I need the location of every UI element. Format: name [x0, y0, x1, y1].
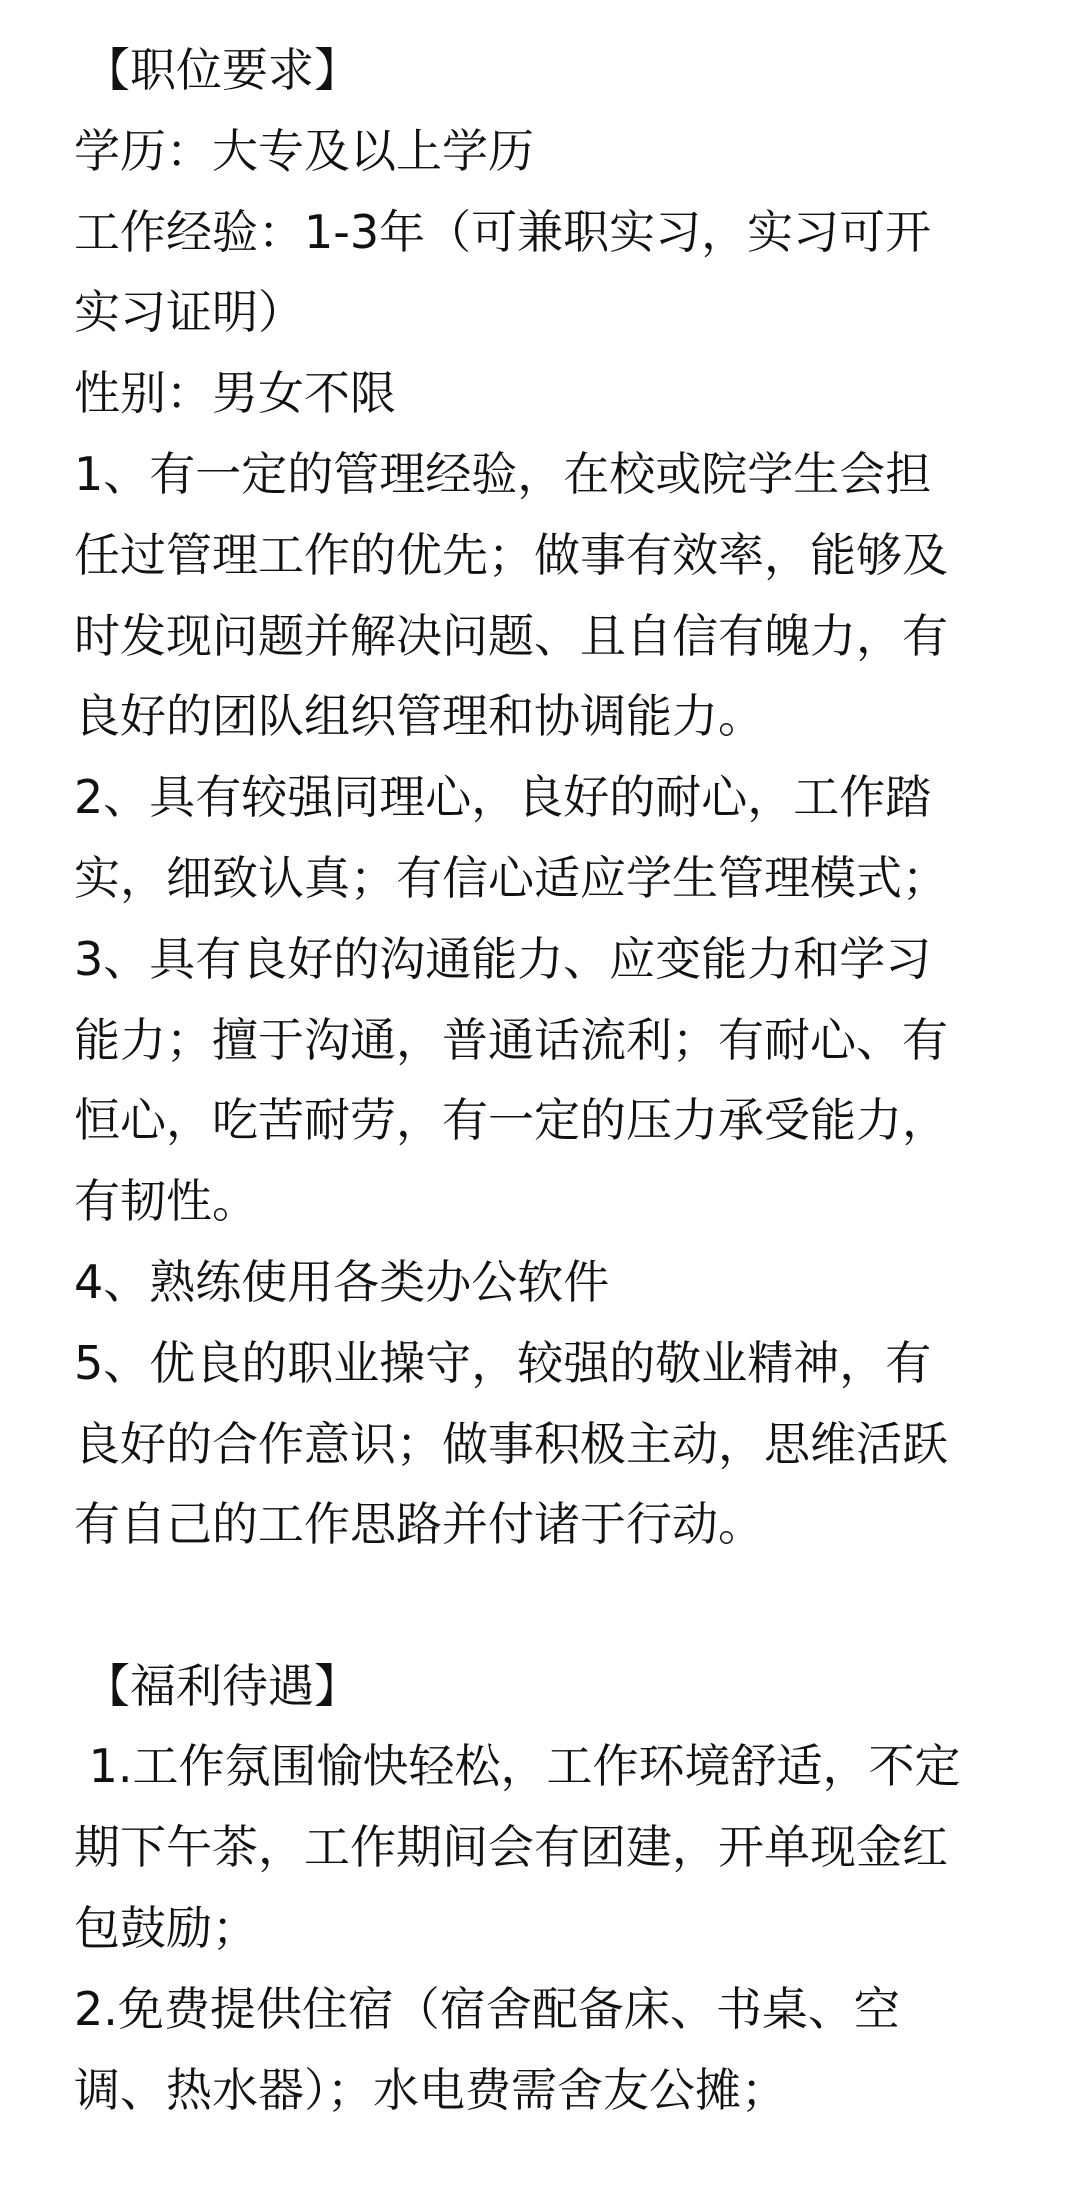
benefit-line: 包鼓励； — [74, 1901, 258, 1955]
requirement-line: 性别：男女不限 — [74, 366, 396, 420]
requirement-line: 有韧性。 — [74, 1174, 258, 1228]
requirement-line: 3、具有良好的沟通能力、应变能力和学习 — [74, 932, 932, 986]
benefits-heading: 【福利待遇】 — [84, 1659, 360, 1713]
requirement-line: 4、熟练使用各类办公软件 — [74, 1255, 610, 1309]
benefit-line: 2.免费提供住宿（宿舍配备床、书桌、空 — [74, 1982, 900, 2036]
requirement-line: 良好的团队组织管理和协调能力。 — [74, 689, 764, 743]
requirement-line: 时发现问题并解决问题、且自信有魄力，有 — [74, 609, 948, 663]
requirement-line: 有自己的工作思路并付诸于行动。 — [74, 1497, 764, 1551]
benefit-line: 1.工作氛围愉快轻松，工作环境舒适，不定 — [74, 1739, 961, 1793]
benefit-line: 期下午茶，工作期间会有团建，开单现金红 — [74, 1820, 948, 1874]
requirements-heading: 【职位要求】 — [84, 43, 360, 97]
requirement-line: 1、有一定的管理经验，在校或院学生会担 — [74, 447, 932, 501]
requirement-line: 工作经验：1-3年（可兼职实习，实习可开 — [74, 205, 932, 259]
requirement-line: 恒心，吃苦耐劳，有一定的压力承受能力， — [74, 1093, 948, 1147]
requirement-line: 良好的合作意识；做事积极主动，思维活跃 — [74, 1417, 948, 1471]
benefit-line: 调、热水器）；水电费需舍友公摊； — [74, 2063, 787, 2117]
requirement-line: 任过管理工作的优先；做事有效率，能够及 — [74, 528, 948, 582]
requirement-line: 5、优良的职业操守，较强的敬业精神，有 — [74, 1336, 932, 1390]
requirement-line: 实习证明） — [74, 285, 304, 339]
requirement-line: 能力；擅于沟通，普通话流利；有耐心、有 — [74, 1013, 948, 1067]
requirement-line: 学历：大专及以上学历 — [74, 124, 534, 178]
requirement-line: 2、具有较强同理心，良好的耐心，工作踏 — [74, 770, 932, 824]
requirement-line: 实，细致认真；有信心适应学生管理模式； — [74, 851, 948, 905]
